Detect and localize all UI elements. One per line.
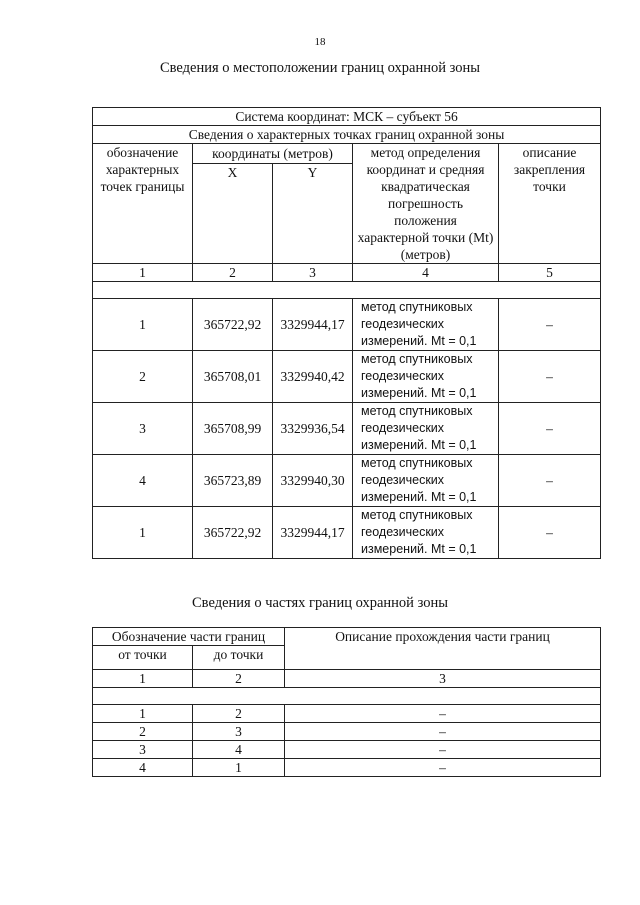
- description-cell: –: [285, 759, 601, 777]
- method-cell: метод спутниковых геодезических измерений. Mt = 0,1: [353, 455, 499, 507]
- col-header-point: обозначение характерных точек границы: [93, 144, 193, 264]
- method-cell: метод спутниковых геодезических измерений. Mt = 0,1: [353, 351, 499, 403]
- y-cell: 3329944,17: [273, 299, 353, 351]
- table-row: [93, 723, 601, 741]
- empty-row: [93, 688, 601, 705]
- table-row: [93, 455, 601, 507]
- coord-system-header: Система координат: МСК – субъект 56: [93, 108, 601, 126]
- point-cell: 1: [93, 299, 193, 351]
- points-table: [92, 107, 601, 559]
- col-number-1: 1: [93, 670, 193, 688]
- description-cell: –: [499, 455, 601, 507]
- x-cell: 365708,99: [193, 403, 273, 455]
- col-header-y: Y: [273, 164, 353, 264]
- from-cell: 3: [93, 741, 193, 759]
- section-title-points: Сведения о местоположении границ охранной зоны: [159, 60, 480, 76]
- description-cell: –: [499, 299, 601, 351]
- to-cell: 2: [193, 705, 285, 723]
- col-number-5: 5: [499, 264, 601, 282]
- col-number-2: 2: [193, 264, 273, 282]
- col-header-route: Описание прохождения части границ: [285, 628, 601, 670]
- description-cell: –: [285, 741, 601, 759]
- point-cell: 1: [93, 507, 193, 559]
- col-header-to: до точки: [193, 646, 285, 670]
- col-number-1: 1: [93, 264, 193, 282]
- from-cell: 1: [93, 705, 193, 723]
- page-number: 18: [314, 36, 326, 48]
- to-cell: 3: [193, 723, 285, 741]
- table-row: [93, 299, 601, 351]
- col-number-2: 2: [193, 670, 285, 688]
- from-cell: 2: [93, 723, 193, 741]
- col-header-description: описание закрепления точки: [499, 144, 601, 264]
- x-cell: 365723,89: [193, 455, 273, 507]
- from-cell: 4: [93, 759, 193, 777]
- empty-row: [93, 282, 601, 299]
- point-cell: 3: [93, 403, 193, 455]
- col-header-x: X: [193, 164, 273, 264]
- y-cell: 3329944,17: [273, 507, 353, 559]
- description-cell: –: [285, 723, 601, 741]
- description-cell: –: [499, 507, 601, 559]
- table-row: [93, 705, 601, 723]
- table-row: [93, 507, 601, 559]
- to-cell: 4: [193, 741, 285, 759]
- y-cell: 3329940,42: [273, 351, 353, 403]
- section-title-parts: Сведения о частях границ охранной зоны: [192, 595, 448, 611]
- table-row: [93, 403, 601, 455]
- col-header-method: метод определения координат и средняя квадратическая погрешность положения характерной точки (Mt) (метров): [353, 144, 499, 264]
- description-cell: –: [285, 705, 601, 723]
- point-cell: 4: [93, 455, 193, 507]
- y-cell: 3329940,30: [273, 455, 353, 507]
- parts-table: [92, 627, 601, 777]
- table-row: [93, 759, 601, 777]
- to-cell: 1: [193, 759, 285, 777]
- col-header-from: от точки: [93, 646, 193, 670]
- points-section-header: Сведения о характерных точках границ охранной зоны: [93, 126, 601, 144]
- method-cell: метод спутниковых геодезических измерений. Mt = 0,1: [353, 403, 499, 455]
- method-cell: метод спутниковых геодезических измерений. Mt = 0,1: [353, 299, 499, 351]
- description-cell: –: [499, 351, 601, 403]
- col-number-4: 4: [353, 264, 499, 282]
- method-cell: метод спутниковых геодезических измерений. Mt = 0,1: [353, 507, 499, 559]
- x-cell: 365722,92: [193, 507, 273, 559]
- col-header-part: Обозначение части границ: [93, 628, 285, 646]
- description-cell: –: [499, 403, 601, 455]
- table-row: [93, 351, 601, 403]
- x-cell: 365722,92: [193, 299, 273, 351]
- col-header-coords: координаты (метров): [193, 144, 353, 164]
- col-number-3: 3: [273, 264, 353, 282]
- col-number-3: 3: [285, 670, 601, 688]
- x-cell: 365708,01: [193, 351, 273, 403]
- table-row: [93, 741, 601, 759]
- point-cell: 2: [93, 351, 193, 403]
- y-cell: 3329936,54: [273, 403, 353, 455]
